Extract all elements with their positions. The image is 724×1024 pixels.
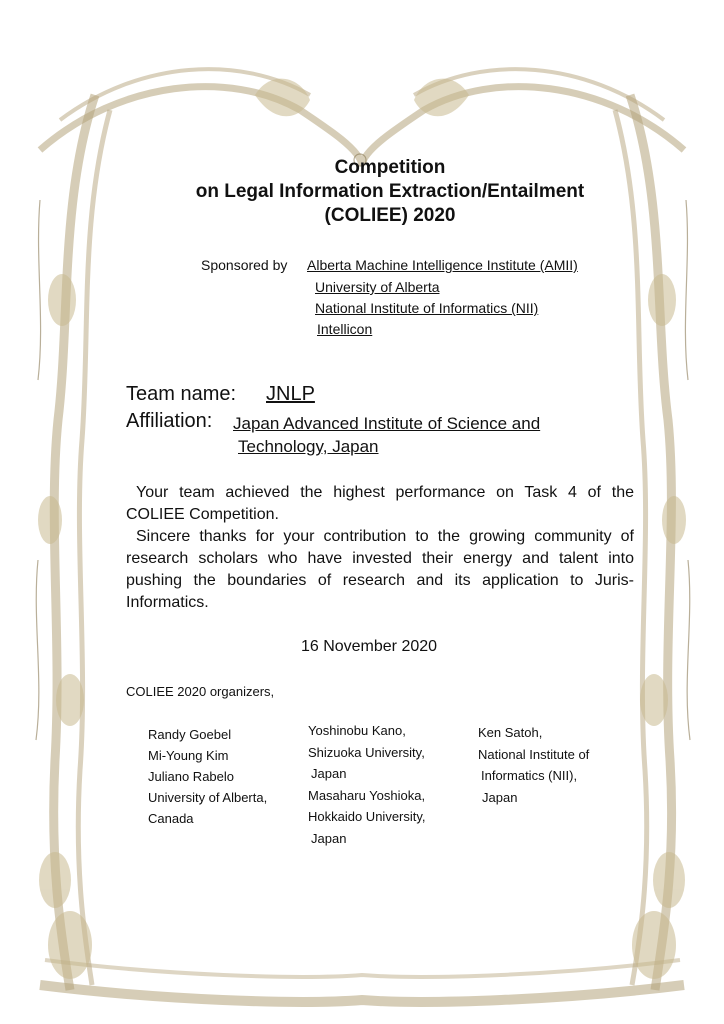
message-paragraph-2: Sincere thanks for your contribution to the growing community of research scholars who have invested their energy and talent into pushing the boundaries of research and its application to Juris-Informatics. (126, 528, 634, 611)
organizer-line: Shizuoka University, (308, 744, 425, 760)
organizer-line: Mi-Young Kim (148, 748, 229, 763)
organizer-line: Yoshinobu Kano, (308, 723, 406, 738)
organizers-column-1 (148, 724, 267, 829)
organizer-line: Masaharu Yoshioka, (308, 787, 426, 803)
sponsor-nii: National Institute of Informatics (NII) (315, 300, 539, 316)
organizer-line: Japan (311, 766, 347, 781)
organizer-line: Randy Goebel (148, 727, 232, 742)
sponsor-amii: Alberta Machine Intelligence Institute (AMII) (307, 257, 578, 273)
organizers-heading: COLIEE 2020 organizers, (126, 684, 275, 699)
organizers-column-3 (478, 722, 589, 808)
sponsor-intellicon: Intellicon (317, 321, 373, 337)
sponsored-by-label: Sponsored by (201, 257, 288, 273)
certificate-title (0, 156, 724, 228)
certificate-date: 16 November 2020 (300, 638, 438, 655)
organizer-line: Informatics (NII), (481, 768, 578, 783)
organizer-line: Japan (311, 830, 347, 846)
affiliation-line-1: Japan Advanced Institute of Science and (233, 414, 541, 433)
organizer-line: Japan (482, 789, 518, 805)
affiliation-line-2: Technology, Japan (238, 437, 379, 456)
title-line-2: on Legal Information Extraction/Entailment (195, 181, 585, 202)
affiliation-label: Affiliation: (126, 410, 213, 432)
message-paragraph-1: Your team achieved the highest performance on Task 4 of the COLIEE Competition. (126, 484, 634, 523)
organizer-line: Juliano Rabelo (148, 769, 235, 784)
organizer-line: Hokkaido University, (308, 809, 426, 824)
organizer-line: Ken Satoh, (478, 725, 543, 740)
title-line-1: Competition (334, 157, 446, 178)
organizers-column-2 (308, 720, 426, 849)
team-name-label: Team name: (126, 383, 237, 405)
organizer-line: Canada (148, 811, 194, 826)
sponsor-ualberta: University of Alberta (315, 279, 440, 295)
title-line-3: (COLIEE) 2020 (324, 205, 456, 226)
team-name-value: JNLP (266, 383, 315, 405)
organizer-line: University of Alberta, (148, 790, 268, 805)
organizer-line: National Institute of (478, 746, 590, 762)
